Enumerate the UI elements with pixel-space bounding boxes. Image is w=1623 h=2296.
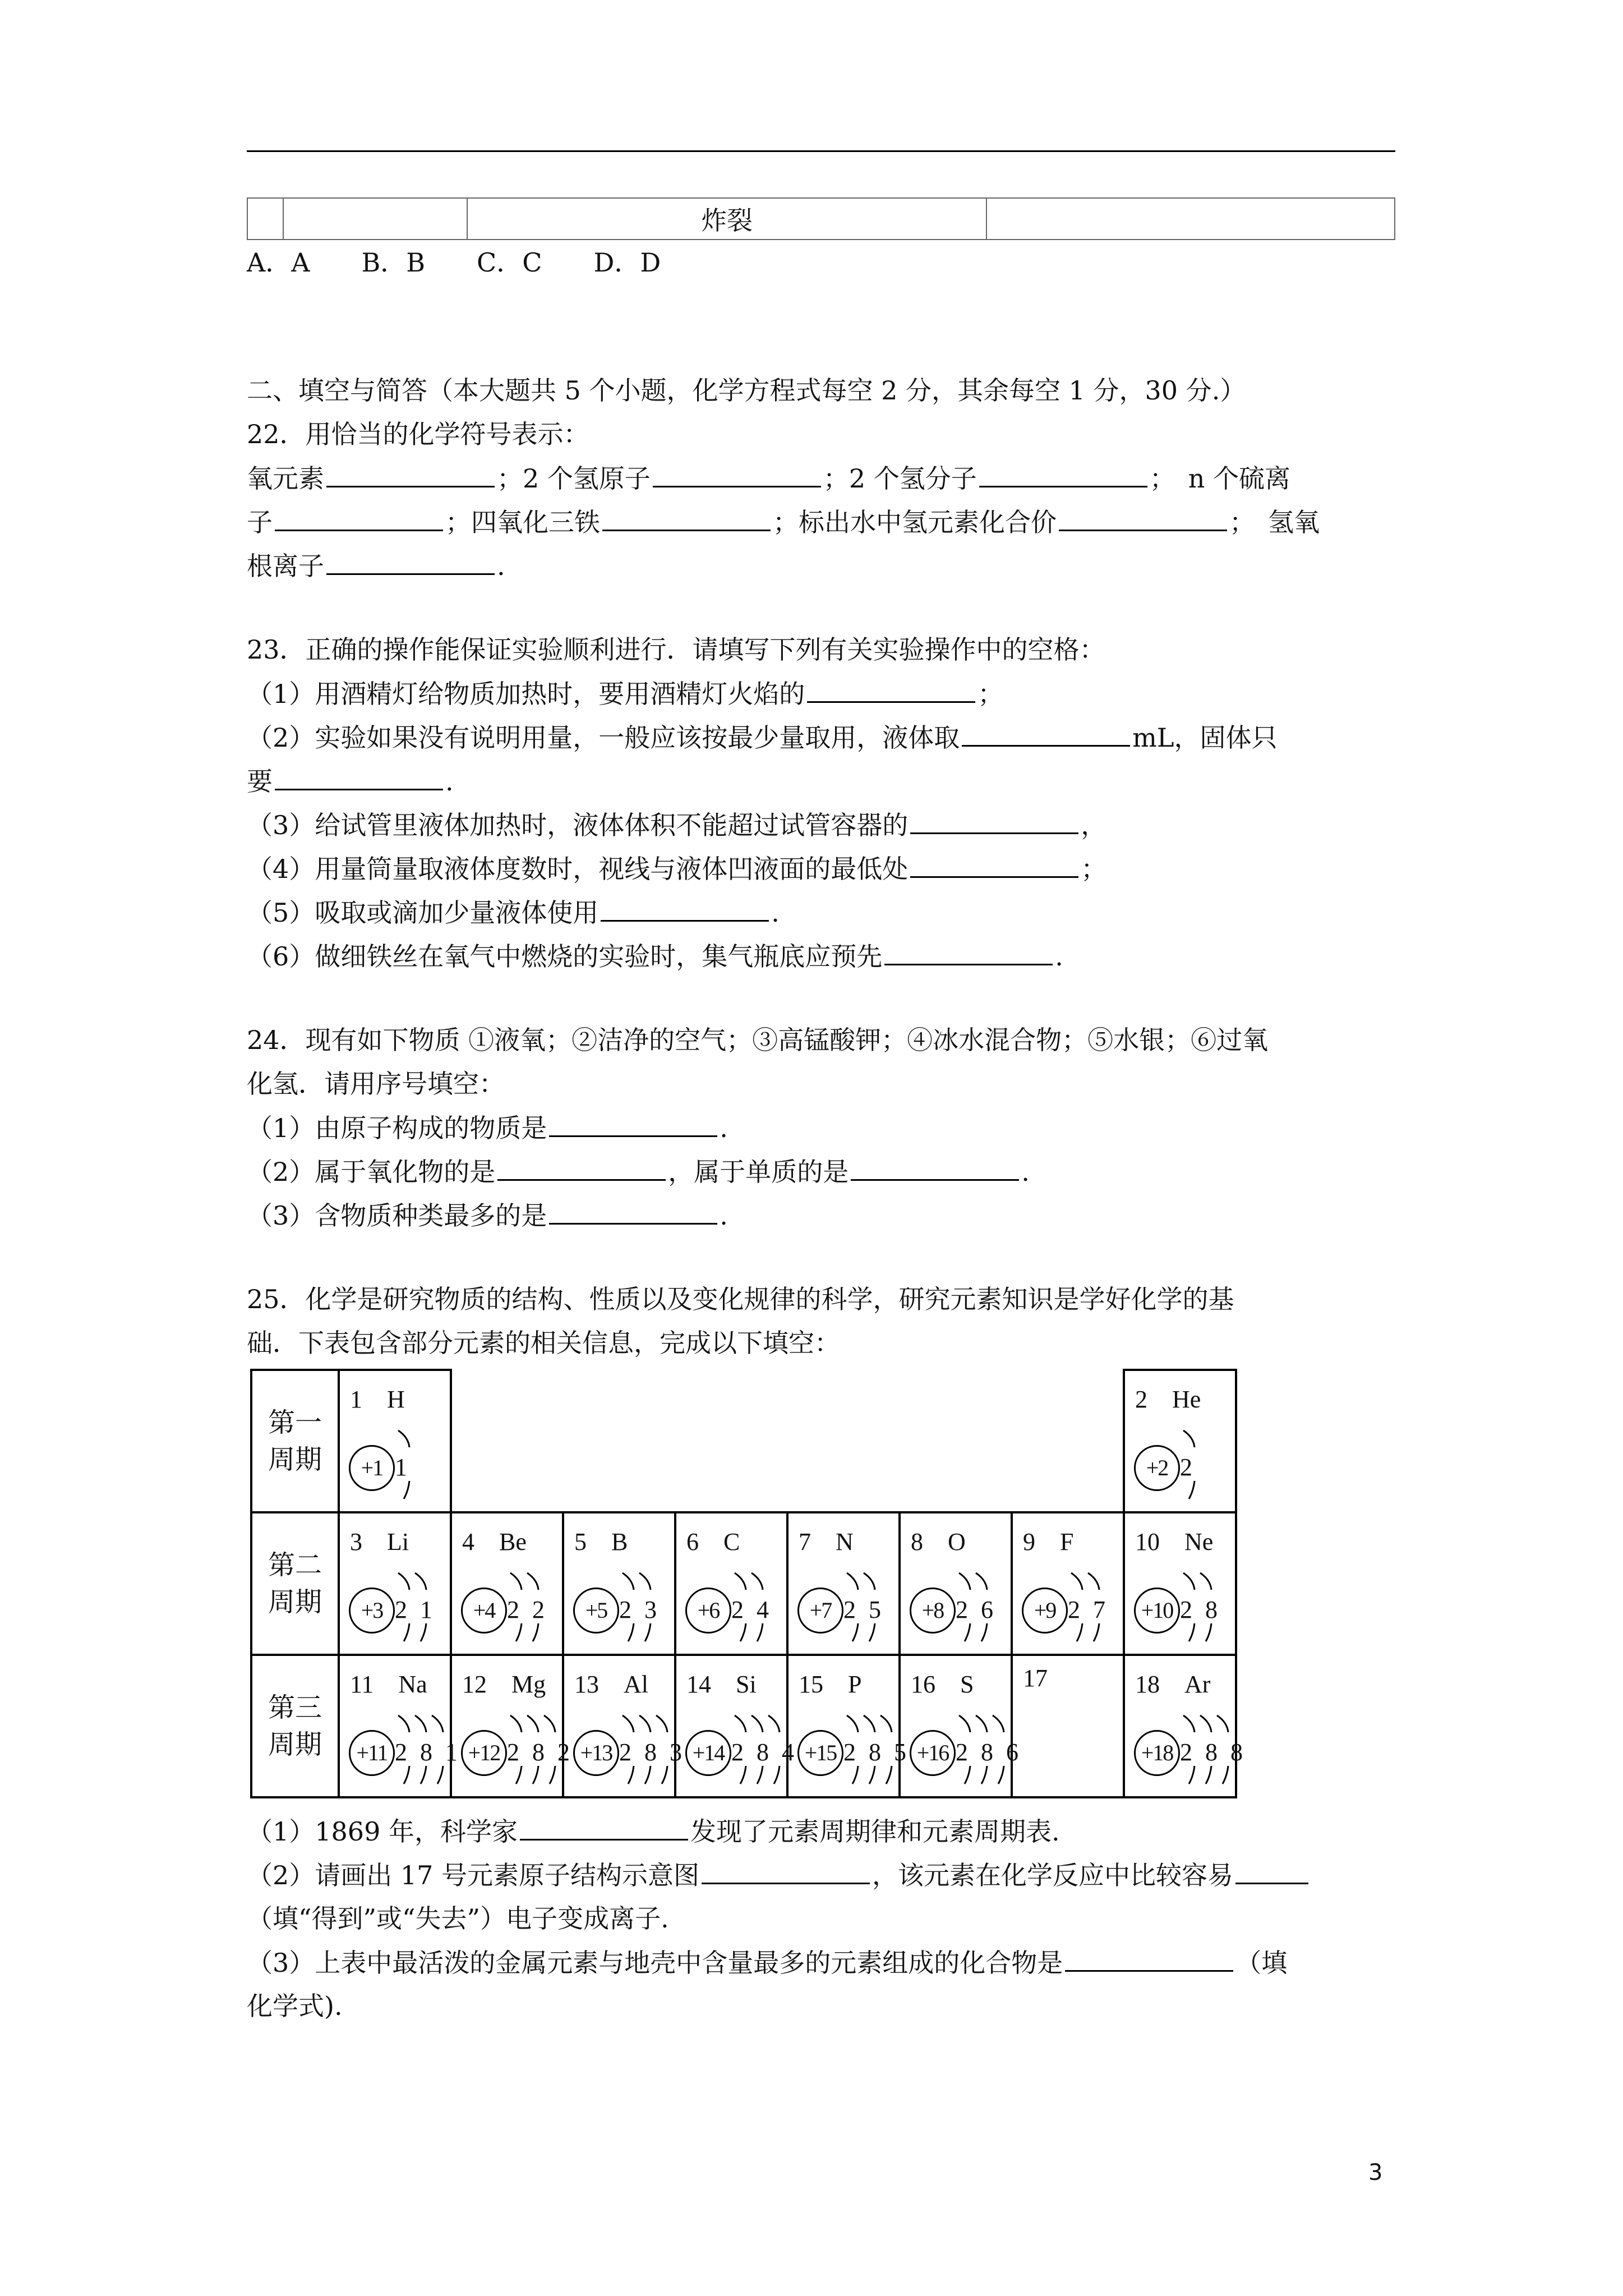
shell-arc-bottom — [1189, 1623, 1195, 1641]
shell-arc-top — [847, 1573, 858, 1590]
shell-arc-bottom — [404, 1481, 409, 1499]
element-cell-cl — [1012, 1655, 1124, 1797]
element-symbol: 18 Ar — [1135, 1671, 1211, 1698]
shell-arc-top — [1071, 1573, 1082, 1590]
period-2-row — [251, 1512, 1236, 1655]
q25-sub1: （1）1869 年，科学家 发现了元素周期律和元素周期表. — [247, 1814, 1060, 1848]
period-3-row — [251, 1655, 1236, 1797]
shell-arc-top — [735, 1573, 746, 1590]
q22-line3: 根离子 . — [247, 549, 505, 583]
nucleus-charge: +15 — [797, 1730, 843, 1776]
q22-line1: 氧元素 ；2 个氢原子 ；2 个氢分子 ； n 个硫离 — [247, 461, 1290, 495]
shell-arc-top — [1088, 1573, 1099, 1590]
element-symbol: 10 Ne — [1135, 1528, 1214, 1556]
q24-line4: （2）属于氧化物的是 ，属于单质的是 . — [247, 1154, 1030, 1189]
atom-diagram — [1018, 1567, 1123, 1646]
shell-arc-bottom — [628, 1623, 634, 1641]
row-label: 第一 周期 — [251, 1370, 339, 1512]
electron-shells: 2 6 — [956, 1596, 997, 1623]
element-symbol: 14 Si — [686, 1671, 757, 1698]
q23-line6: （5）吸取或滴加少量液体使用 . — [247, 895, 780, 930]
shell-arc-top — [1200, 1715, 1211, 1732]
shell-arc-top — [959, 1715, 970, 1732]
shell-arc-bottom — [533, 1766, 538, 1784]
element-cell-p — [787, 1655, 910, 1797]
shell-arc-top — [656, 1715, 667, 1732]
shell-arc-top — [864, 1573, 875, 1590]
atom-diagram — [1131, 1425, 1235, 1503]
electron-shells: 2 7 — [1068, 1596, 1109, 1623]
element-cell-ar — [1124, 1655, 1246, 1797]
element-symbol: 3 Li — [350, 1528, 409, 1556]
shell-arc-bottom — [774, 1766, 780, 1784]
table-cell: 炸裂 — [467, 198, 986, 240]
shell-arc-top — [398, 1715, 409, 1732]
shell-arc-bottom — [1206, 1623, 1211, 1641]
periodic-table — [250, 1369, 1246, 1798]
shell-arc-top — [751, 1715, 763, 1732]
shell-arc-top — [398, 1430, 409, 1447]
electron-shells: 2 1 — [395, 1596, 436, 1623]
q23-line7: （6）做细铁丝在氧气中燃烧的实验时，集气瓶底应预先 . — [247, 939, 1063, 973]
atom-diagram — [1131, 1567, 1235, 1646]
atom-diagram — [458, 1710, 573, 1788]
shell-arc-top — [976, 1715, 987, 1732]
shell-arc-bottom — [886, 1766, 892, 1784]
element-symbol: 13 Al — [574, 1671, 648, 1698]
element-cell-si — [675, 1655, 797, 1797]
shell-arc-bottom — [662, 1766, 667, 1784]
electron-shells: 2 8 8 — [1180, 1738, 1246, 1766]
q23-line5: （4）用量筒量取液体度数时，视线与液体凹液面的最低处 ； — [247, 852, 1106, 886]
element-cell-ne — [1124, 1512, 1236, 1655]
q23-line1: （1）用酒精灯给物质加热时，要用酒精灯火焰的 ； — [247, 677, 1003, 711]
element-cell-f — [1012, 1512, 1124, 1655]
element-symbol: 11 Na — [350, 1671, 427, 1698]
shell-arc-top — [959, 1573, 970, 1590]
nucleus-charge: +14 — [685, 1730, 731, 1776]
shell-arc-bottom — [1189, 1766, 1195, 1784]
shell-arc-top — [415, 1715, 426, 1732]
nucleus-charge: +16 — [910, 1730, 956, 1776]
header-rule — [247, 150, 1395, 152]
shell-arc-bottom — [550, 1766, 555, 1784]
shell-arc-bottom — [757, 1766, 763, 1784]
shell-arc-bottom — [645, 1766, 651, 1784]
nucleus-charge: +1 — [349, 1445, 395, 1491]
electron-shells: 2 3 — [619, 1596, 660, 1623]
answer-options: A．A B．B C．C D．D — [247, 247, 661, 278]
atom-diagram — [682, 1710, 797, 1788]
shell-arc-bottom — [404, 1766, 409, 1784]
atom-diagram — [570, 1710, 685, 1788]
q23-title: 23．正确的操作能保证实验顺利进行．请填写下列有关实验操作中的空格： — [247, 634, 1105, 665]
atom-diagram — [906, 1567, 1011, 1646]
shell-arc-bottom — [740, 1766, 746, 1784]
nucleus-charge: +3 — [349, 1588, 395, 1634]
answer-table-fragment — [247, 197, 1395, 240]
period-1-row — [251, 1370, 1236, 1512]
q22-title: 22．用恰当的化学符号表示： — [247, 419, 589, 449]
q24-line5: （3）含物质种类最多的是 . — [247, 1198, 728, 1232]
atom-diagram — [794, 1567, 898, 1646]
atom-diagram — [1131, 1710, 1246, 1788]
shell-arc-bottom — [981, 1766, 987, 1784]
element-cell-na — [339, 1655, 461, 1797]
shell-arc-top — [510, 1715, 522, 1732]
element-cell-h — [339, 1370, 451, 1512]
shell-arc-top — [398, 1573, 409, 1590]
q24-line2: 化氢．请用序号填空： — [247, 1069, 505, 1099]
atom-diagram — [682, 1567, 786, 1646]
shell-arc-bottom — [965, 1623, 970, 1641]
shell-arc-top — [751, 1573, 763, 1590]
element-symbol: 7 N — [799, 1528, 854, 1556]
shell-arc-bottom — [1077, 1623, 1082, 1641]
atom-diagram — [906, 1710, 1022, 1788]
nucleus-charge: +4 — [461, 1588, 507, 1634]
electron-shells: 2 8 4 — [731, 1738, 797, 1766]
atom-diagram — [345, 1710, 461, 1788]
shell-arc-bottom — [516, 1623, 522, 1641]
q25-sub2: （2）请画出 17 号元素原子结构示意图 ，该元素在化学反应中比较容易 — [247, 1858, 1311, 1892]
electron-shells: 2 8 1 — [395, 1738, 461, 1766]
shell-arc-bottom — [852, 1766, 858, 1784]
shell-arc-top — [976, 1573, 987, 1590]
element-cell-li — [339, 1512, 451, 1655]
shell-arc-bottom — [404, 1623, 409, 1641]
electron-shells: 2 8 — [1180, 1596, 1221, 1623]
element-symbol: 8 O — [911, 1528, 966, 1556]
shell-arc-top — [1217, 1715, 1228, 1732]
element-symbol: 17 — [1023, 1664, 1048, 1692]
nucleus-charge: +13 — [573, 1730, 619, 1776]
shell-arc-bottom — [998, 1766, 1004, 1784]
shell-arc-bottom — [1094, 1623, 1099, 1641]
nucleus-charge: +9 — [1022, 1588, 1068, 1634]
shell-arc-bottom — [437, 1766, 443, 1784]
electron-shells: 2 8 2 — [507, 1738, 573, 1766]
electron-shells: 2 8 3 — [619, 1738, 685, 1766]
shell-arc-bottom — [1223, 1766, 1228, 1784]
element-cell-b — [563, 1512, 675, 1655]
shell-arc-bottom — [1189, 1481, 1195, 1499]
shell-arc-top — [1183, 1715, 1195, 1732]
element-cell-mg — [451, 1655, 573, 1797]
shell-arc-bottom — [852, 1623, 858, 1641]
element-symbol: 1 H — [350, 1386, 405, 1413]
element-cell-be — [451, 1512, 563, 1655]
atom-diagram — [794, 1710, 910, 1788]
atom-diagram — [345, 1567, 450, 1646]
shell-arc-top — [1183, 1573, 1195, 1590]
q23-line3: 要 . — [247, 764, 454, 798]
page-number: 3 — [1368, 2160, 1383, 2185]
shell-arc-bottom — [869, 1766, 875, 1784]
shell-arc-top — [993, 1715, 1004, 1732]
shell-arc-top — [415, 1573, 426, 1590]
nucleus-charge: +2 — [1134, 1445, 1180, 1491]
atom-diagram — [570, 1567, 674, 1646]
element-symbol: 15 P — [799, 1671, 862, 1698]
nucleus-charge: +8 — [910, 1588, 956, 1634]
element-symbol: 2 He — [1135, 1386, 1201, 1413]
element-symbol: 16 S — [911, 1671, 974, 1698]
nucleus-charge: +12 — [461, 1730, 507, 1776]
shell-arc-top — [510, 1573, 522, 1590]
shell-arc-bottom — [757, 1623, 763, 1641]
nucleus-charge: +6 — [685, 1588, 731, 1634]
q25-line2: 础．下表包含部分元素的相关信息，完成以下填空： — [247, 1328, 840, 1358]
electron-shells: 1 — [395, 1453, 411, 1481]
shell-arc-top — [544, 1715, 555, 1732]
element-symbol: 9 F — [1023, 1528, 1074, 1556]
element-cell-he — [1124, 1370, 1236, 1512]
electron-shells: 2 8 5 — [843, 1738, 910, 1766]
shell-arc-bottom — [421, 1623, 426, 1641]
shell-arc-top — [768, 1715, 780, 1732]
row-label: 第二 周期 — [251, 1512, 339, 1655]
nucleus-charge: +10 — [1134, 1588, 1180, 1634]
element-cell-s — [900, 1655, 1022, 1797]
shell-arc-bottom — [516, 1766, 522, 1784]
q24-line1: 24．现有如下物质 ①液氧；②洁净的空气；③高锰酸钾；④冰水混合物；⑤水银；⑥过氧 — [247, 1025, 1269, 1055]
q23-line2: （2）实验如果没有说明用量，一般应该按最少量取用，液体取 mL，固体只 — [247, 720, 1277, 754]
q22-line2: 子 ；四氧化三铁 ；标出水中氢元素化合价 ； 氢氧 — [247, 505, 1320, 539]
electron-shells: 2 8 6 — [956, 1738, 1022, 1766]
shell-arc-bottom — [645, 1623, 651, 1641]
electron-shells: 2 2 — [507, 1596, 548, 1623]
shell-arc-top — [1183, 1430, 1195, 1447]
nucleus-charge: +5 — [573, 1588, 619, 1634]
shell-arc-bottom — [965, 1766, 970, 1784]
shell-arc-bottom — [869, 1623, 875, 1641]
q25-sub3-cont: 化学式). — [247, 1991, 343, 2021]
q23-line4: （3）给试管里液体加热时，液体体积不能超过试管容器的 ， — [247, 808, 1106, 842]
atom-diagram — [345, 1425, 450, 1503]
element-symbol: 4 Be — [462, 1528, 527, 1556]
shell-arc-bottom — [421, 1766, 426, 1784]
electron-shells: 2 4 — [731, 1596, 772, 1623]
element-cell-o — [900, 1512, 1012, 1655]
shell-arc-top — [623, 1573, 634, 1590]
shell-arc-bottom — [628, 1766, 634, 1784]
element-cell-n — [787, 1512, 900, 1655]
shell-arc-top — [527, 1573, 538, 1590]
shell-arc-bottom — [740, 1623, 746, 1641]
electron-shells: 2 — [1180, 1453, 1196, 1481]
shell-arc-top — [1200, 1573, 1211, 1590]
shell-arc-bottom — [533, 1623, 538, 1641]
nucleus-charge: +18 — [1134, 1730, 1180, 1776]
shell-arc-top — [847, 1715, 858, 1732]
atom-diagram — [458, 1567, 562, 1646]
shell-arc-top — [864, 1715, 875, 1732]
element-cell-c — [675, 1512, 787, 1655]
row-label: 第三 周期 — [251, 1655, 339, 1797]
element-cell-al — [563, 1655, 685, 1797]
q25-line1: 25．化学是研究物质的结构、性质以及变化规律的科学，研究元素知识是学好化学的基 — [247, 1284, 1234, 1314]
shell-arc-top — [880, 1715, 892, 1732]
shell-arc-top — [432, 1715, 443, 1732]
q25-sub2-note: （填“得到”或“失去”）电子变成离子. — [247, 1903, 669, 1934]
shell-arc-bottom — [1206, 1766, 1211, 1784]
q25-sub3: （3）上表中最活泼的金属元素与地壳中含量最多的元素组成的化合物是 （填 — [247, 1945, 1287, 1980]
electron-shells: 2 5 — [843, 1596, 884, 1623]
element-symbol: 5 B — [574, 1528, 628, 1556]
nucleus-charge: +11 — [349, 1730, 395, 1776]
element-symbol: 6 C — [686, 1528, 740, 1556]
shell-arc-top — [527, 1715, 538, 1732]
shell-arc-top — [639, 1573, 651, 1590]
q24-line3: （1）由原子构成的物质是 . — [247, 1111, 728, 1145]
shell-arc-top — [639, 1715, 651, 1732]
section-heading: 二、填空与简答（本大题共 5 个小题，化学方程式每空 2 分，其余每空 1 分，30 分.） — [247, 375, 1246, 406]
element-symbol: 12 Mg — [462, 1671, 546, 1698]
shell-arc-bottom — [981, 1623, 987, 1641]
shell-arc-top — [735, 1715, 746, 1732]
shell-arc-top — [623, 1715, 634, 1732]
nucleus-charge: +7 — [797, 1588, 843, 1634]
